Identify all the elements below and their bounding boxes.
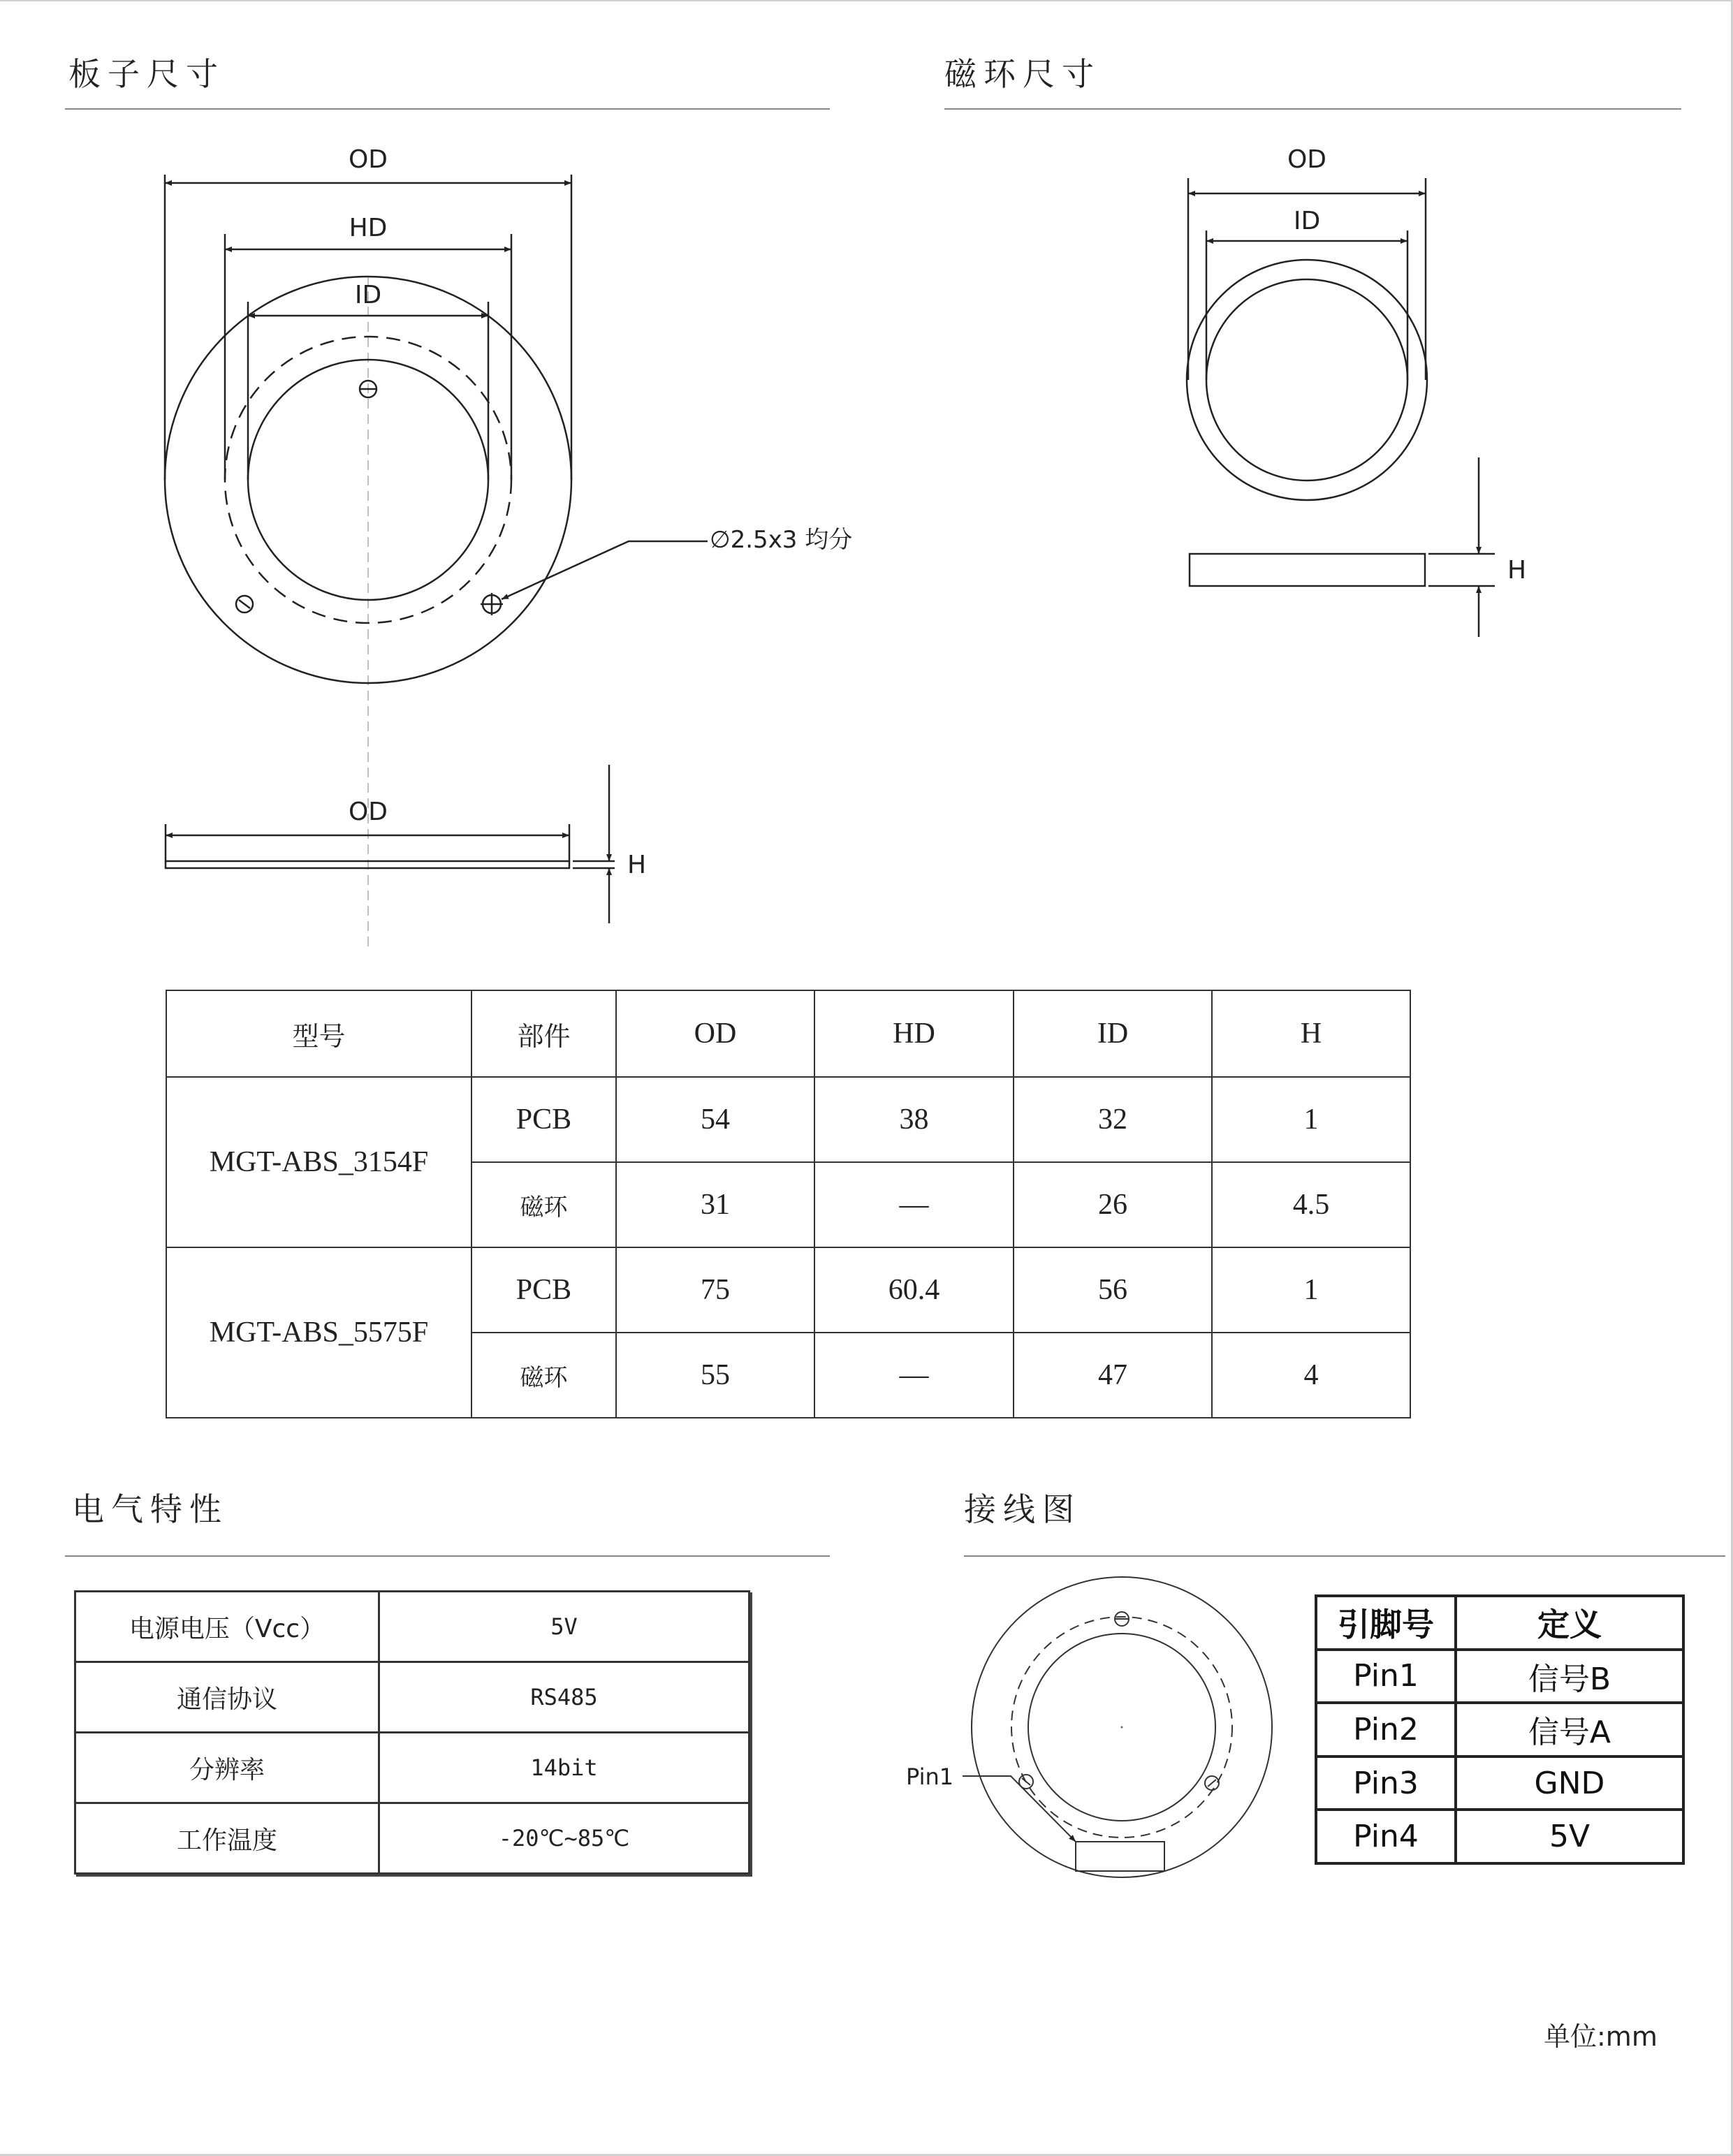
board-od-label: OD [348, 145, 388, 174]
pin-table-header [1316, 1596, 1683, 1650]
electrical-title: 电气特性 [72, 1490, 228, 1528]
table-row [75, 1592, 749, 1662]
board-side-od-label: OD [348, 798, 388, 826]
hd-cell: — [814, 1162, 1014, 1247]
table-row [166, 1247, 1410, 1333]
id-cell: 32 [1014, 1077, 1212, 1162]
electrical-table [74, 1590, 750, 1875]
wiring-connector [1076, 1842, 1164, 1871]
h-cell: 1 [1212, 1077, 1410, 1162]
header-part: 部件 [471, 990, 616, 1077]
header-od: OD [616, 990, 814, 1077]
wiring-hole-top [1115, 1612, 1129, 1626]
spec-key: 电源电压（Vcc） [75, 1592, 379, 1662]
definition-cell: 5V [1456, 1810, 1683, 1863]
ring-side-view [1190, 457, 1495, 637]
part-cell: 磁环 [471, 1162, 616, 1247]
pin-cell: Pin4 [1316, 1810, 1456, 1863]
header-pin: 引脚号 [1316, 1596, 1456, 1650]
h-cell: 4.5 [1212, 1162, 1410, 1247]
board-id-label: ID [354, 281, 382, 309]
table-row [1316, 1757, 1683, 1810]
spec-value: 14bit [379, 1733, 749, 1803]
ring-size-title: 磁环尺寸 [944, 55, 1101, 93]
board-side-view [166, 765, 615, 923]
hole-leader [502, 541, 708, 599]
hd-cell: 38 [814, 1077, 1014, 1162]
h-cell: 1 [1212, 1247, 1410, 1333]
table-row [166, 1077, 1410, 1162]
pin1-leader [963, 1776, 1076, 1842]
definition-cell: GND [1456, 1757, 1683, 1810]
od-cell: 55 [616, 1333, 814, 1418]
hd-cell: 60.4 [814, 1247, 1014, 1333]
part-cell: PCB [471, 1077, 616, 1162]
wiring-diagram [963, 1577, 1272, 1877]
dimension-table [166, 990, 1411, 1418]
wiring-title: 接线图 [964, 1490, 1081, 1528]
mount-hole-left [236, 596, 253, 613]
ring-side-body [1190, 554, 1425, 586]
id-cell: 26 [1014, 1162, 1212, 1247]
spec-key: 工作温度 [75, 1803, 379, 1874]
unit-note: 单位:mm [1544, 2021, 1658, 2052]
pin-table [1315, 1594, 1685, 1865]
pin-cell: Pin1 [1316, 1650, 1456, 1703]
ring-outer-circle [1187, 260, 1427, 500]
pin1-label: Pin1 [906, 1763, 954, 1790]
table-row [1316, 1810, 1683, 1863]
table-row [1316, 1650, 1683, 1703]
model-name: MGT-ABS_5575F [166, 1247, 471, 1418]
board-side-body [166, 861, 569, 868]
header-h: H [1212, 990, 1410, 1077]
part-cell: PCB [471, 1247, 616, 1333]
header-definition: 定义 [1456, 1596, 1683, 1650]
board-top-view [165, 175, 708, 946]
mount-hole-top [360, 381, 376, 397]
spec-value: 5V [379, 1592, 749, 1662]
spec-key: 分辨率 [75, 1733, 379, 1803]
od-cell: 54 [616, 1077, 814, 1162]
hole-note: ∅2.5x3 均分 [710, 526, 853, 554]
board-size-title: 板子尺寸 [68, 55, 225, 93]
header-model: 型号 [166, 990, 471, 1077]
spec-value: RS485 [379, 1662, 749, 1733]
model-name: MGT-ABS_3154F [166, 1077, 471, 1247]
spec-key: 通信协议 [75, 1662, 379, 1733]
pin-cell: Pin3 [1316, 1757, 1456, 1810]
table-row [75, 1662, 749, 1733]
pin-cell: Pin2 [1316, 1703, 1456, 1757]
ring-od-label: OD [1287, 145, 1327, 174]
spec-value: -20℃~85℃ [379, 1803, 749, 1874]
table-row [75, 1803, 749, 1874]
ring-id-label: ID [1293, 207, 1321, 235]
mount-hole-right [481, 593, 503, 615]
od-cell: 31 [616, 1162, 814, 1247]
hd-cell: — [814, 1333, 1014, 1418]
board-side-h-label: H [627, 851, 647, 879]
id-cell: 47 [1014, 1333, 1212, 1418]
board-hd-label: HD [349, 214, 388, 242]
part-cell: 磁环 [471, 1333, 616, 1418]
h-cell: 4 [1212, 1333, 1410, 1418]
header-hd: HD [814, 990, 1014, 1077]
id-cell: 56 [1014, 1247, 1212, 1333]
ring-side-h-label: H [1507, 556, 1527, 585]
definition-cell: 信号B [1456, 1650, 1683, 1703]
dimension-table-header [166, 990, 1410, 1077]
wiring-hole-right [1205, 1776, 1219, 1790]
od-cell: 75 [616, 1247, 814, 1333]
definition-cell: 信号A [1456, 1703, 1683, 1757]
ring-inner-circle [1206, 279, 1407, 481]
table-row [1316, 1703, 1683, 1757]
header-id: ID [1014, 990, 1212, 1077]
table-row [75, 1733, 749, 1803]
